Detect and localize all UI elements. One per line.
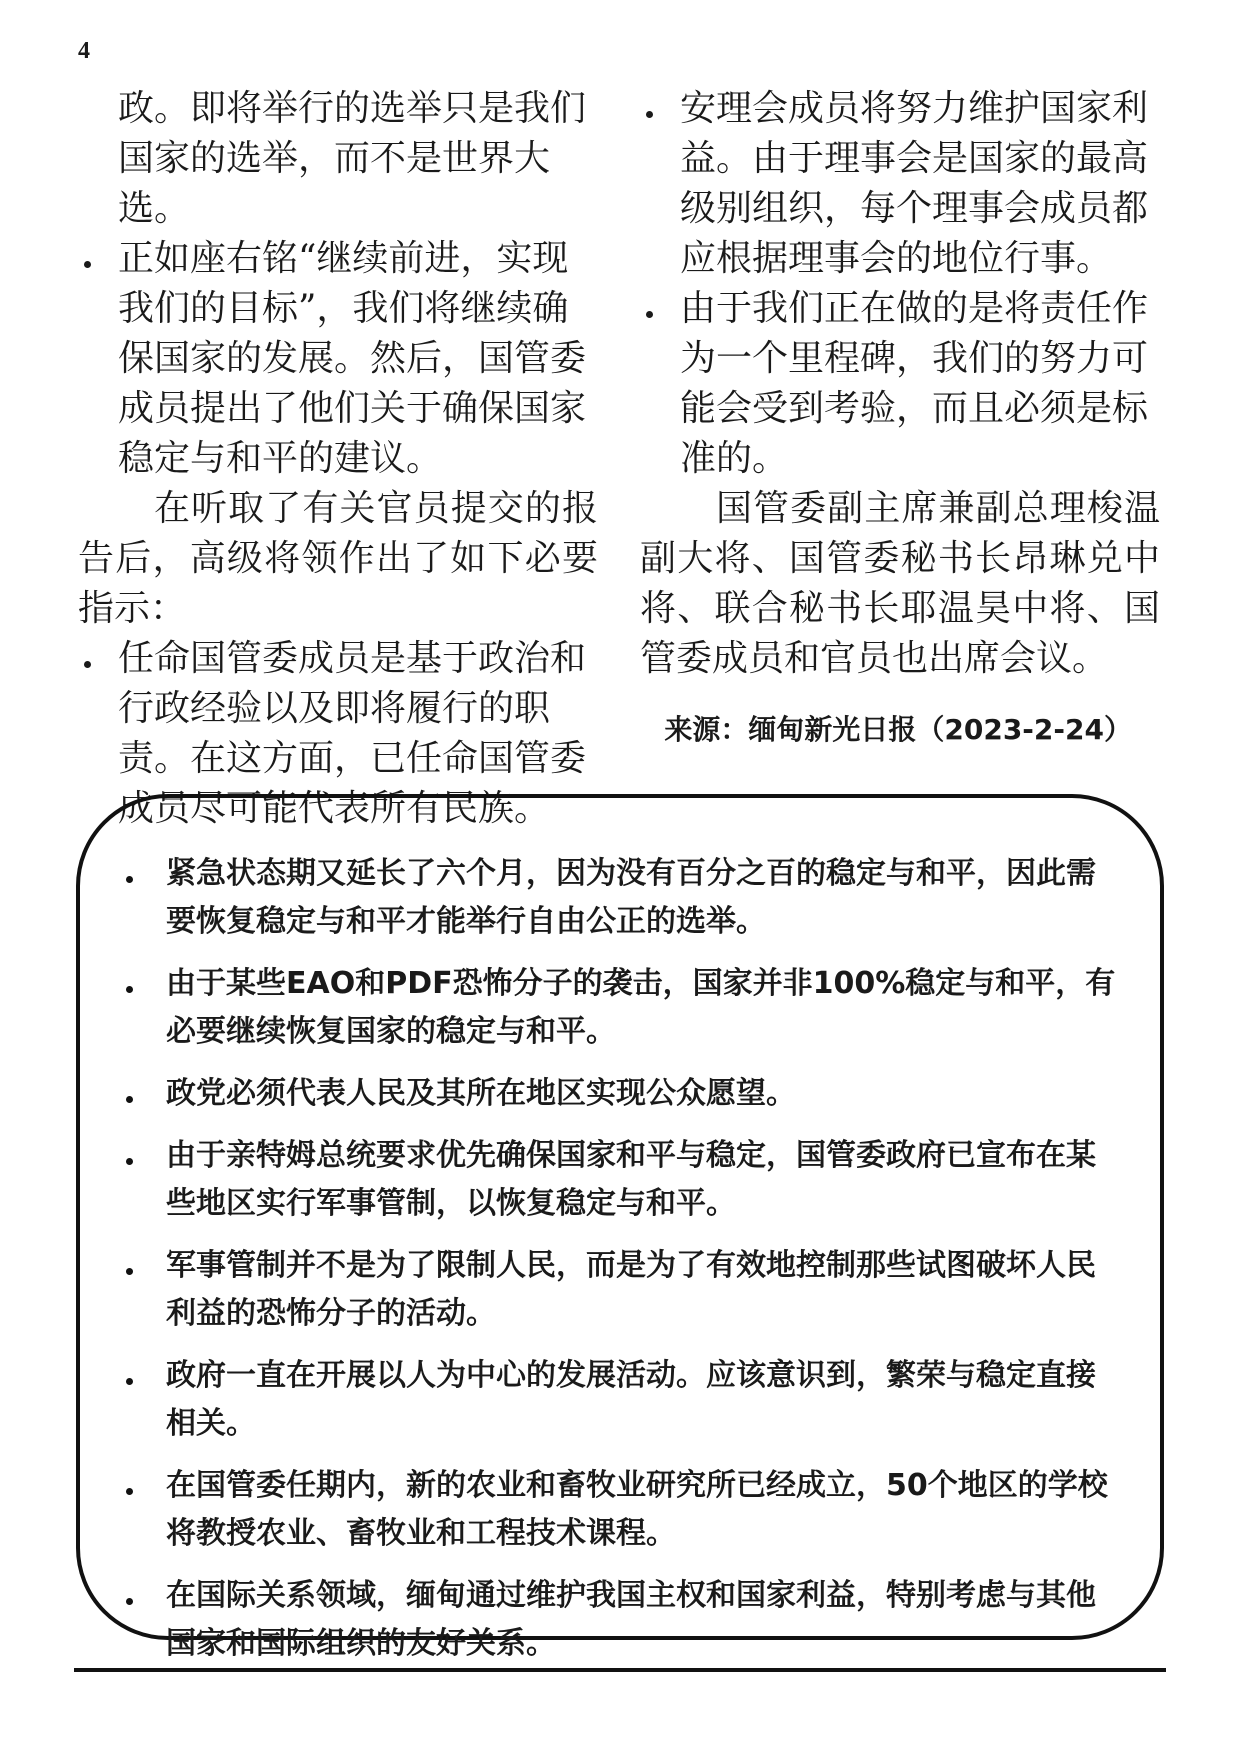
right-column [640,84,1160,752]
summary-item: 政党必须代表人民及其所在地区实现公众愿望。 [124,1070,1116,1118]
source-citation: 来源：缅甸新光日报（2023-2-24） [664,713,1132,746]
continuation-text: 政。即将举行的选举只是我们国家的选举，而不是世界大选。 [118,88,587,229]
footer-rule [74,1668,1166,1672]
bullet-item: 安理会成员将努力维护国家利益。由于理事会是国家的最高级别组织，每个理事会成员都应根据理事会的地位行事。 [640,84,1160,284]
summary-item: 在国管委任期内，新的农业和畜牧业研究所已经成立，50个地区的学校将教授农业、畜牧业和工程技术课程。 [124,1462,1116,1558]
page-number: 4 [78,38,90,64]
summary-item: 政府一直在开展以人为中心的发展活动。应该意识到，繁荣与稳定直接相关。 [124,1352,1116,1448]
summary-item: 紧急状态期又延长了六个月，因为没有百分之百的稳定与和平，因此需要恢复稳定与和平才能举行自由公正的选举。 [124,850,1116,946]
summary-item: 在国际关系领域，缅甸通过维护我国主权和国家利益，特别考虑与其他国家和国际组织的友好关系。 [124,1572,1116,1668]
summary-item: 由于某些EAO和PDF恐怖分子的袭击，国家并非100%稳定与和平，有必要继续恢复国家的稳定与和平。 [124,960,1116,1056]
bullet-item: 由于我们正在做的是将责任作为一个里程碑，我们的努力可能会受到考验，而且必须是标准的。 [640,284,1160,484]
body-paragraph: 国管委副主席兼副总理梭温副大将、国管委秘书长昂琳兑中将、联合秘书长耶温昊中将、国管委成员和官员也出席会议。 [640,488,1160,679]
summary-box [76,794,1164,1661]
body-paragraph: 在听取了有关官员提交的报告后，高级将领作出了如下必要指示： [78,488,598,629]
summary-item: 由于亲特姆总统要求优先确保国家和平与稳定，国管委政府已宣布在某些地区实行军事管制，以恢复稳定与和平。 [124,1132,1116,1228]
left-column [78,84,598,834]
summary-item: 军事管制并不是为了限制人民，而是为了有效地控制那些试图破坏人民利益的恐怖分子的活动。 [124,1242,1116,1338]
bullet-item: 任命国管委成员是基于政治和行政经验以及即将履行的职责。在这方面，已任命国管委成员尽可能代表所有民族。 [78,634,598,834]
bullet-item: 正如座右铭“继续前进，实现我们的目标”，我们将继续确保国家的发展。然后，国管委成员提出了他们关于确保国家稳定与和平的建议。 [78,234,598,484]
